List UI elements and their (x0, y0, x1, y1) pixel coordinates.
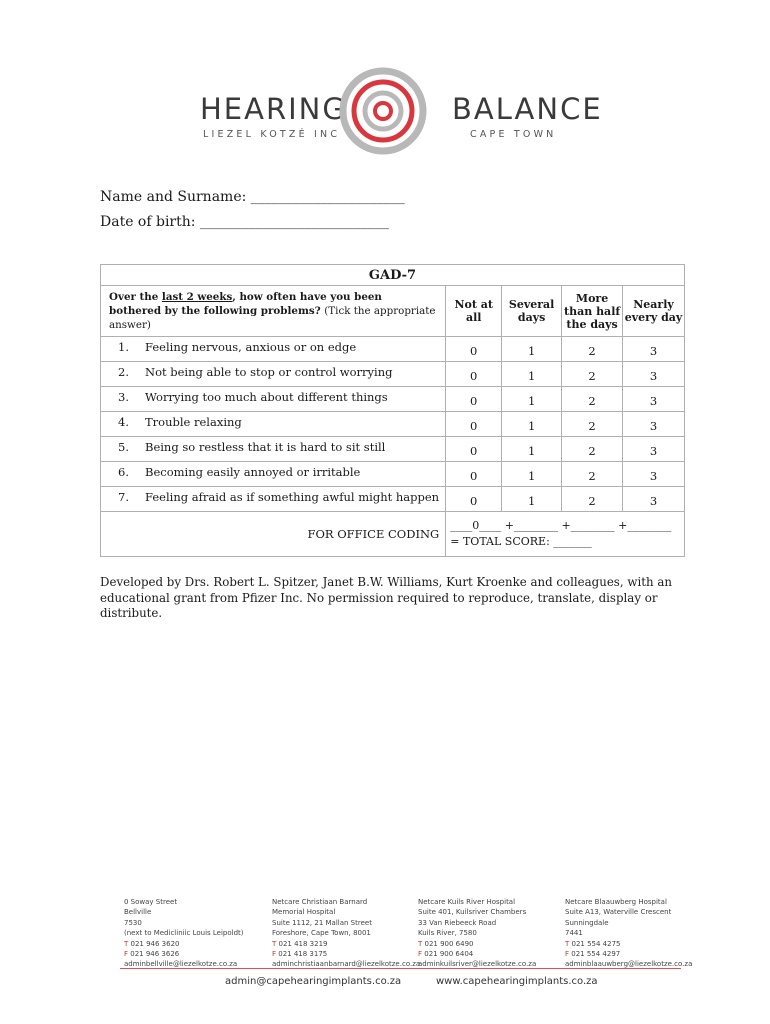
address-line: F 021 946 3626 (124, 950, 180, 959)
address-line: Netcare Blaauwberg Hospital (565, 898, 667, 906)
score-option-cell[interactable]: 3 (623, 412, 685, 437)
address-line: Sunningdale (565, 918, 609, 927)
score-option-cell[interactable]: 2 (562, 462, 623, 487)
score-option-cell[interactable]: 1 (502, 462, 562, 487)
score-option-cell[interactable]: 3 (623, 337, 685, 362)
score-option-cell[interactable]: 2 (562, 387, 623, 412)
score-option-cell[interactable]: 1 (502, 337, 562, 362)
total-score-field[interactable] (446, 512, 685, 557)
column-header-not-at-all: Not at all (446, 286, 502, 337)
address-line: Suite 1112, 21 Mallan Street (272, 918, 372, 927)
footer-address-block (124, 897, 244, 970)
score-option-cell[interactable]: 3 (623, 387, 685, 412)
target-logo-icon (336, 63, 446, 163)
address-line: Foreshore, Cape Town, 8001 (272, 929, 371, 938)
item-question (101, 437, 446, 462)
address-line[interactable]: adminbellville@liezelkotze.co.za (124, 960, 238, 969)
item-text: Being so restless that it is hard to sit still (145, 440, 386, 454)
score-option-cell[interactable]: 0 (446, 462, 502, 487)
item-text: Becoming easily annoyed or irritable (145, 465, 361, 479)
address-line: F 021 900 6404 (418, 950, 474, 959)
column-header-more-than-half: More than half the days (562, 286, 623, 337)
address-line: Kuils River, 7580 (418, 929, 477, 938)
footer-email-link[interactable]: admin@capehearingimplants.co.za (225, 976, 402, 987)
table-row (101, 462, 685, 487)
score-option-cell[interactable]: 0 (446, 412, 502, 437)
address-line: 7441 (565, 929, 583, 938)
footer-website-link[interactable]: www.capehearingimplants.co.za (436, 976, 598, 987)
table-row (101, 437, 685, 462)
item-text: Feeling nervous, anxious or on edge (145, 340, 357, 354)
table-row (101, 412, 685, 437)
item-question (101, 387, 446, 412)
address-line[interactable]: adminchristiaanbarnard@liezelkotze.co.za (272, 960, 421, 969)
item-text: Feeling afraid as if something awful might happen (145, 490, 440, 504)
item-number: 2. (118, 365, 129, 379)
score-option-cell[interactable]: 3 (623, 437, 685, 462)
score-option-cell[interactable]: 1 (502, 362, 562, 387)
score-option-cell[interactable]: 1 (502, 487, 562, 512)
item-text: Worrying too much about different things (145, 390, 388, 404)
item-question (101, 362, 446, 387)
office-coding-label: FOR OFFICE CODING (101, 512, 446, 557)
address-line: T 021 554 4275 (565, 939, 621, 948)
address-line: Memorial Hospital (272, 908, 336, 917)
address-line: T 021 900 6490 (418, 939, 474, 948)
score-option-cell[interactable]: 0 (446, 337, 502, 362)
table-row (101, 387, 685, 412)
score-option-cell[interactable]: 1 (502, 437, 562, 462)
brand-balance: BALANCE (452, 92, 603, 126)
score-option-cell[interactable]: 0 (446, 437, 502, 462)
item-number: 7. (118, 490, 129, 504)
item-question (101, 487, 446, 512)
score-option-cell[interactable]: 2 (562, 487, 623, 512)
question-header: Over the last 2 weeks, how often have you been bothered by the following problems? (Tick the appropriate answer) (101, 286, 446, 337)
address-line: T 021 418 3219 (272, 939, 328, 948)
score-option-cell[interactable]: 3 (623, 487, 685, 512)
score-option-cell[interactable]: 0 (446, 387, 502, 412)
item-number: 6. (118, 465, 129, 479)
footer-address-block (565, 897, 692, 970)
total-score-line: = TOTAL SCORE: _______ (450, 535, 592, 548)
score-sum-line: ____0____ +________ +________ +________ (450, 519, 672, 532)
score-option-cell[interactable]: 3 (623, 362, 685, 387)
address-line: F 021 554 4297 (565, 950, 621, 959)
score-option-cell[interactable]: 1 (502, 412, 562, 437)
brand-subtitle-right: CAPE TOWN (470, 129, 557, 140)
score-option-cell[interactable]: 1 (502, 387, 562, 412)
gad7-table (100, 264, 685, 557)
footer-address-block (272, 897, 420, 970)
item-question (101, 337, 446, 362)
score-option-cell[interactable]: 2 (562, 362, 623, 387)
item-question (101, 412, 446, 437)
address-line: F 021 418 3175 (272, 950, 328, 959)
name-surname-field[interactable]: Name and Surname: ______________________ (100, 189, 405, 205)
score-option-cell[interactable]: 2 (562, 337, 623, 362)
footnote: Developed by Drs. Robert L. Spitzer, Janet B.W. Williams, Kurt Kroenke and colleagues, with an educational grant from Pfizer Inc. No permission required to reproduce, translate, display or distribute. (100, 575, 672, 620)
footer-address-block (418, 897, 536, 970)
item-text: Not being able to stop or control worrying (145, 365, 393, 379)
table-row (101, 487, 685, 512)
footer-divider (120, 968, 681, 969)
column-header-nearly-every-day: Nearly every day (623, 286, 685, 337)
address-line: 0 Soway Street (124, 898, 178, 906)
item-text: Trouble relaxing (145, 415, 242, 429)
address-line: Suite A13, Waterville Crescent (565, 908, 672, 917)
item-number: 3. (118, 390, 129, 404)
address-line: T 021 946 3620 (124, 939, 180, 948)
address-line: Suite 401, Kuilsriver Chambers (418, 908, 527, 917)
score-option-cell[interactable]: 0 (446, 487, 502, 512)
address-line: Netcare Christiaan Barnard (272, 898, 368, 906)
score-option-cell[interactable]: 0 (446, 362, 502, 387)
column-header-several-days: Several days (502, 286, 562, 337)
item-number: 5. (118, 440, 129, 454)
address-line: Bellville (124, 908, 152, 917)
table-title: GAD-7 (101, 265, 685, 286)
address-line: 33 Van Riebeeck Road (418, 918, 497, 927)
address-line: 7530 (124, 918, 142, 927)
table-row (101, 337, 685, 362)
item-number: 1. (118, 340, 129, 354)
address-line[interactable]: adminkuilsriver@liezelkotze.co.za (418, 960, 537, 969)
address-line: (next to Medicliniic Louis Leipoldt) (124, 929, 244, 938)
score-option-cell[interactable]: 3 (623, 462, 685, 487)
address-line[interactable]: adminblaauwberg@liezelkotze.co.za (565, 960, 693, 969)
score-option-cell[interactable]: 2 (562, 412, 623, 437)
score-option-cell[interactable]: 2 (562, 437, 623, 462)
date-of-birth-field[interactable]: Date of birth: ___________________________ (100, 214, 389, 230)
address-line: Netcare Kuils River Hospital (418, 898, 516, 906)
brand-subtitle-left: LIEZEL KOTZÉ INC (203, 129, 341, 140)
item-number: 4. (118, 415, 129, 429)
item-question (101, 462, 446, 487)
table-row (101, 362, 685, 387)
brand-hearing: HEARING (200, 92, 347, 126)
